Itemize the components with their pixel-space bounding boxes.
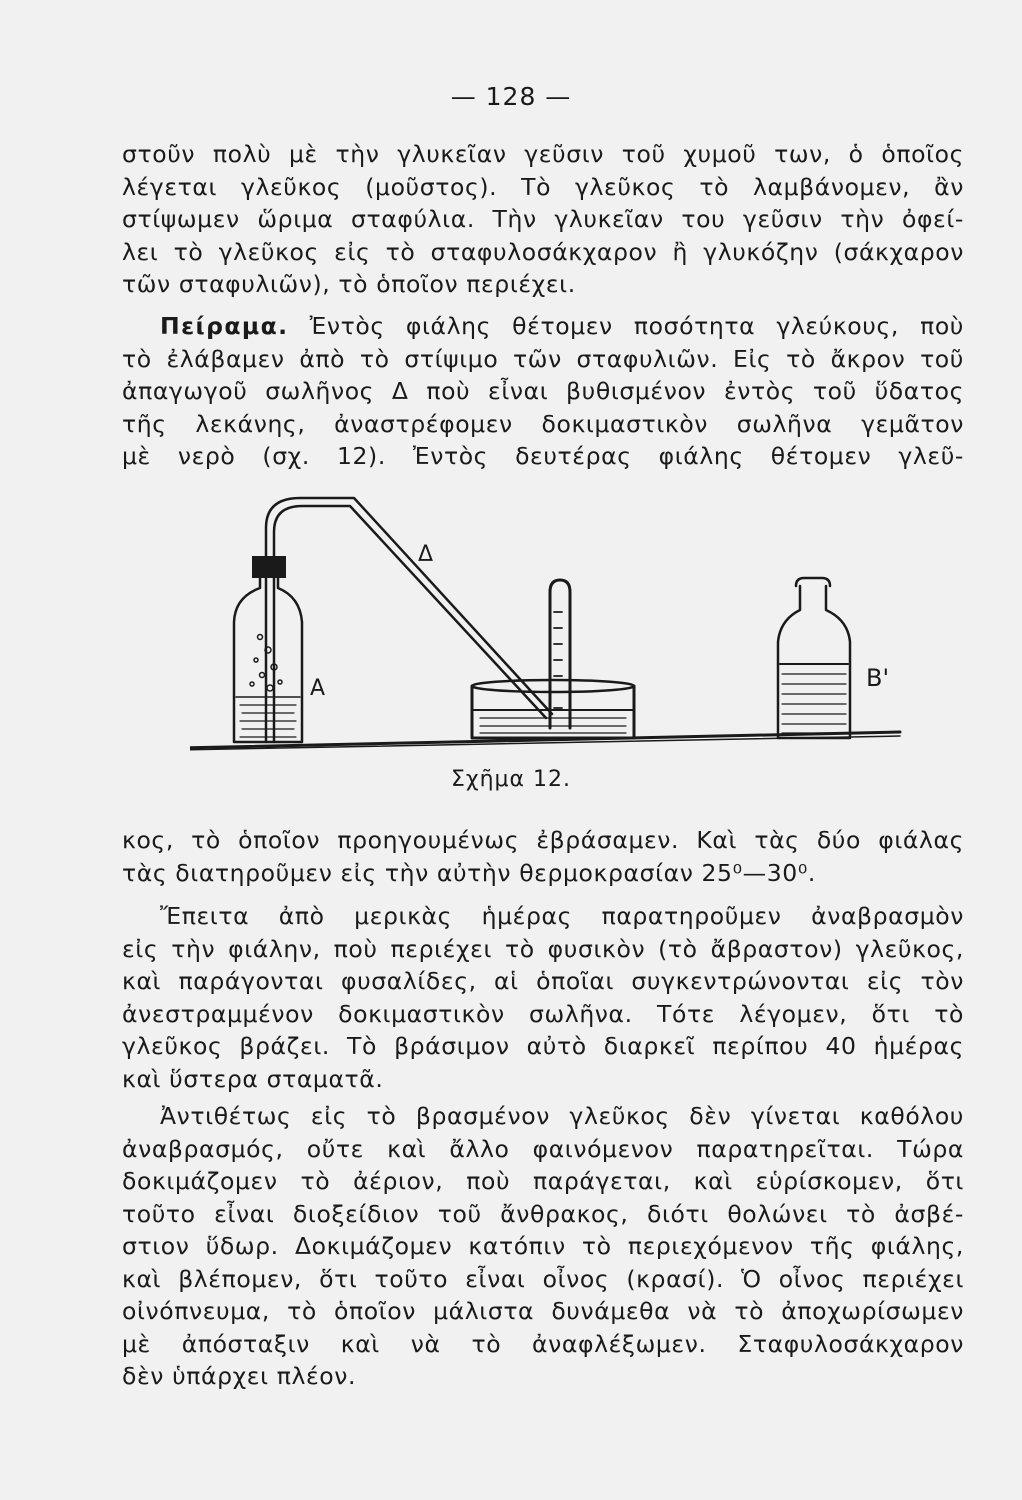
bottle-a-stopper (252, 556, 286, 578)
paragraph-continuation (122, 824, 964, 889)
basin-rim (472, 680, 634, 692)
text-line (122, 310, 964, 343)
delivery-tube (266, 498, 552, 742)
test-tube-graduations (554, 612, 562, 708)
text-line: τὸ ἐλάβαμεν ἀπὸ τὸ στίψιμο τῶν σταφυλιῶν. Εἰς τὸ ἄκρον τοῦ (122, 344, 964, 373)
text-line: οἰνόπνευμα, τὸ ὁποῖον μάλιστα δυνάμεθα νὰ τὸ ἀποχωρίσωμεν (122, 1297, 964, 1325)
text-line: καὶ παράγονται φυσαλίδες, αἱ ὁποῖαι συγκεντρώνονται εἰς τὸν (122, 967, 964, 995)
text-line: γλεῦκος βράζει. Τὸ βράσιμον αὐτὸ διαρκεῖ περίπου 40 ἡμέρας (122, 1032, 964, 1060)
paragraph-fermentation (122, 900, 964, 1095)
text-line: τῶν σταφυλιῶν), τὸ ὁποῖον περιέχει. (122, 270, 576, 298)
bottle-b-mouth (796, 578, 830, 586)
paragraph-conclusion (122, 1100, 964, 1393)
text-line: μὲ νερὸ (σχ. 12). Ἐντὸς δευτέρας φιάλης θέτομεν γλεῦ- (122, 442, 964, 470)
experiment-text: Ἐντὸς φιάλης θέτομεν ποσότητα γλεύκους, ποὺ (309, 312, 965, 340)
page-number: — 128 — (450, 82, 572, 111)
bottle-b (778, 586, 850, 738)
basin-water (480, 718, 626, 733)
label-a: A (310, 676, 326, 701)
inverted-test-tube (550, 580, 570, 728)
bottle-b-liquid (782, 674, 846, 733)
text-line: Ἔπειτα ἀπὸ μερικὰς ἡμέρας παρατηροῦμεν ἀναβρασμὸν (160, 902, 964, 930)
label-delta: Δ (418, 542, 434, 567)
text-line: στίψωμεν ὥριμα σταφύλια. Τὴν γλυκεῖαν του γεῦσιν τὴν ὀφεί- (122, 205, 964, 233)
text-line: δὲν ὑπάρχει πλέον. (122, 1362, 357, 1390)
text-line: λει τὸ γλεῦκος εἰς τὸ σταφυλοσάκχαρον ἢ γλυκόζην (σάκχαρον (122, 237, 964, 266)
paragraph-experiment (122, 310, 964, 473)
text-line: λέγεται γλεῦκος (μοῦστος). Τὸ γλεῦκος τὸ λαμβάνομεν, ἂν (122, 172, 964, 201)
apparatus-drawing (190, 492, 910, 760)
text-line: τοῦτο εἶναι διοξείδιον τοῦ ἄνθρακος, διότι θολώνει τὸ ἀσβέ- (122, 1199, 964, 1228)
text-line: μὲ ἀπόσταξιν καὶ νὰ τὸ ἀναφλέξωμεν. Σταφυλοσάκχαρον (122, 1329, 964, 1358)
table-line (190, 732, 900, 748)
text-line: τῆς λεκάνης, ἀναστρέφομεν δοκιμαστικὸν σωλῆνα γεμᾶτον (122, 409, 964, 438)
text-line: καὶ βλέπομεν, ὅτι τοῦτο εἶναι οἶνος (κρασί). Ὁ οἶνος περιέχει (122, 1264, 964, 1293)
bottle-a-liquid (240, 705, 296, 737)
figure-12 (190, 492, 910, 760)
text-line: ἀπαγωγοῦ σωλῆνος Δ ποὺ εἶναι βυθισμένον ἐντὸς τοῦ ὕδατος (122, 377, 964, 405)
text-line: Ἀντιθέτως εἰς τὸ βρασμένον γλεῦκος δὲν γίνεται καθόλου (160, 1102, 964, 1130)
text-line: καὶ ὕστερα σταματᾶ. (122, 1064, 384, 1093)
text-line: εἰς τὴν φιάλην, ποὺ περιέχει τὸ φυσικὸν (τὸ ἄβραστον) γλεῦκος, (122, 934, 964, 963)
text-line: στιον ὕδωρ. Δοκιμάζομεν κατόπιν τὸ περιεχόμενον τῆς φιάλης, (122, 1232, 964, 1260)
delivery-tube-inner (274, 506, 546, 742)
figure-caption: Σχῆμα 12. (450, 767, 572, 792)
experiment-label: Πείραμα. (160, 312, 289, 340)
text-line: κος, τὸ ὁποῖον προηγουμένως ἐβράσαμεν. Καὶ τὰς δύο φιάλας (122, 826, 964, 854)
text-line: ἀνεστραμμένον δοκιμαστικὸν σωλῆνα. Τότε λέγομεν, ὅτι τὸ (122, 999, 964, 1028)
basin (472, 686, 634, 738)
text-line: στοῦν πολὺ μὲ τὴν γλυκεῖαν γεῦσιν τοῦ χυμοῦ των, ὁ ὁποῖος (122, 140, 964, 168)
paragraph-intro (122, 138, 964, 301)
text-line: ἀναβρασμός, οὔτε καὶ ἄλλο φαινόμενον παρατηρεῖται. Τώρα (122, 1134, 964, 1163)
text-line: τὰς διατηροῦμεν εἰς τὴν αὐτὴν θερμοκρασίαν 25⁰—30⁰. (122, 858, 816, 887)
text-line: δοκιμάζομεν τὸ ἀέριον, ποὺ παράγεται, καὶ εὑρίσκομεν, ὅτι (122, 1167, 964, 1195)
label-b: B' (866, 664, 890, 692)
